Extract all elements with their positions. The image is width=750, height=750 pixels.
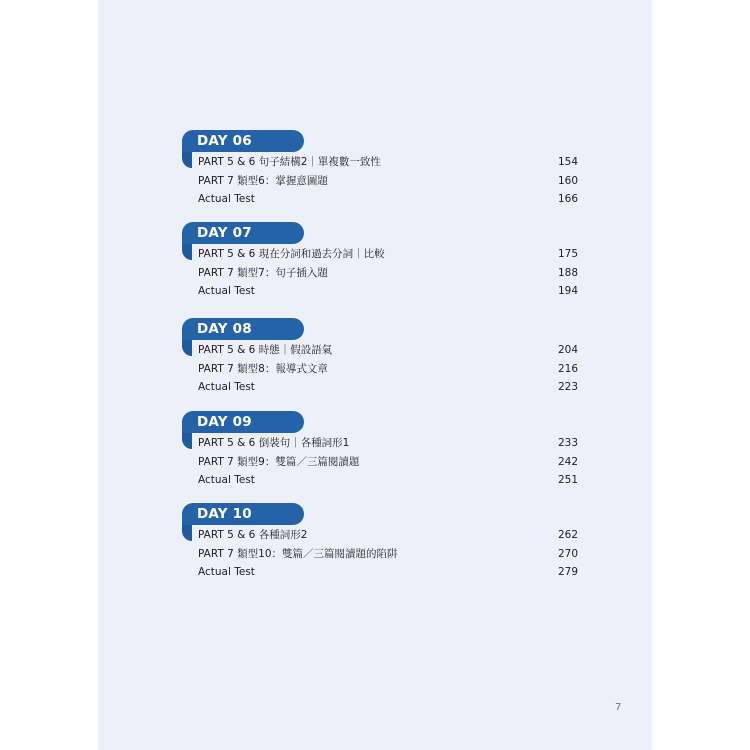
entry-page: 216 bbox=[557, 362, 578, 375]
entry-page: 262 bbox=[557, 529, 578, 541]
entry-title: Actual Test bbox=[198, 193, 255, 205]
entry-title: PART 7 類型7：句子插入題 bbox=[198, 266, 328, 279]
entry-page: 233 bbox=[557, 437, 578, 449]
toc-entry[interactable] bbox=[198, 343, 578, 362]
entry-title: Actual Test bbox=[198, 474, 255, 486]
entry-title: PART 7 類型10：雙篇／三篇閱讀題的陷阱 bbox=[198, 547, 398, 560]
entry-title: PART 7 類型9：雙篇／三篇閱讀題 bbox=[198, 455, 360, 468]
toc-entry[interactable] bbox=[198, 473, 578, 492]
entry-page: 251 bbox=[557, 474, 578, 486]
entry-title: PART 7 類型8：報導式文章 bbox=[198, 362, 328, 375]
entry-page: 270 bbox=[557, 547, 578, 560]
toc-page bbox=[98, 0, 652, 750]
entry-title: PART 5 & 6 句子結構2｜單複數一致性 bbox=[198, 156, 381, 168]
toc-entry[interactable] bbox=[198, 284, 578, 303]
entry-title: PART 5 & 6 時態｜假設語氣 bbox=[198, 344, 333, 356]
entry-list bbox=[198, 436, 578, 492]
entry-title: PART 5 & 6 倒裝句｜各種詞形1 bbox=[198, 437, 350, 449]
entry-list bbox=[198, 528, 578, 584]
entry-list bbox=[198, 155, 578, 211]
toc-entry[interactable] bbox=[198, 155, 578, 174]
entry-page: 223 bbox=[557, 381, 578, 393]
entry-title: PART 7 類型6：掌握意圖題 bbox=[198, 174, 328, 187]
day-tab bbox=[182, 130, 304, 152]
day-label: DAY 06 bbox=[197, 133, 252, 149]
page-number: 7 bbox=[615, 702, 622, 713]
day-tab bbox=[182, 503, 304, 525]
toc-entry[interactable] bbox=[198, 192, 578, 211]
toc-entry[interactable] bbox=[198, 565, 578, 584]
day-label: DAY 07 bbox=[197, 225, 252, 241]
entry-title: PART 5 & 6 各種詞形2 bbox=[198, 529, 308, 541]
entry-page: 166 bbox=[557, 193, 578, 205]
day-tab bbox=[182, 222, 304, 244]
entry-list bbox=[198, 343, 578, 399]
toc-entry[interactable] bbox=[198, 380, 578, 399]
entry-page: 188 bbox=[557, 266, 578, 279]
entry-title: PART 5 & 6 現在分詞和過去分詞｜比較 bbox=[198, 248, 385, 260]
entry-page: 175 bbox=[557, 248, 578, 260]
entry-page: 194 bbox=[557, 285, 578, 297]
toc-entry[interactable] bbox=[198, 362, 578, 381]
entry-page: 279 bbox=[557, 566, 578, 578]
entry-page: 154 bbox=[557, 156, 578, 168]
entry-page: 204 bbox=[557, 344, 578, 356]
toc-entry[interactable] bbox=[198, 247, 578, 266]
day-tab bbox=[182, 411, 304, 433]
entry-list bbox=[198, 247, 578, 303]
entry-title: Actual Test bbox=[198, 381, 255, 393]
day-tab bbox=[182, 318, 304, 340]
entry-page: 242 bbox=[557, 455, 578, 468]
day-label: DAY 09 bbox=[197, 414, 252, 430]
toc-entry[interactable] bbox=[198, 455, 578, 474]
day-label: DAY 10 bbox=[197, 506, 252, 522]
entry-page: 160 bbox=[557, 174, 578, 187]
toc-entry[interactable] bbox=[198, 436, 578, 455]
toc-entry[interactable] bbox=[198, 547, 578, 566]
toc-entry[interactable] bbox=[198, 174, 578, 193]
entry-title: Actual Test bbox=[198, 285, 255, 297]
toc-entry[interactable] bbox=[198, 266, 578, 285]
entry-title: Actual Test bbox=[198, 566, 255, 578]
toc-entry[interactable] bbox=[198, 528, 578, 547]
day-label: DAY 08 bbox=[197, 321, 252, 337]
